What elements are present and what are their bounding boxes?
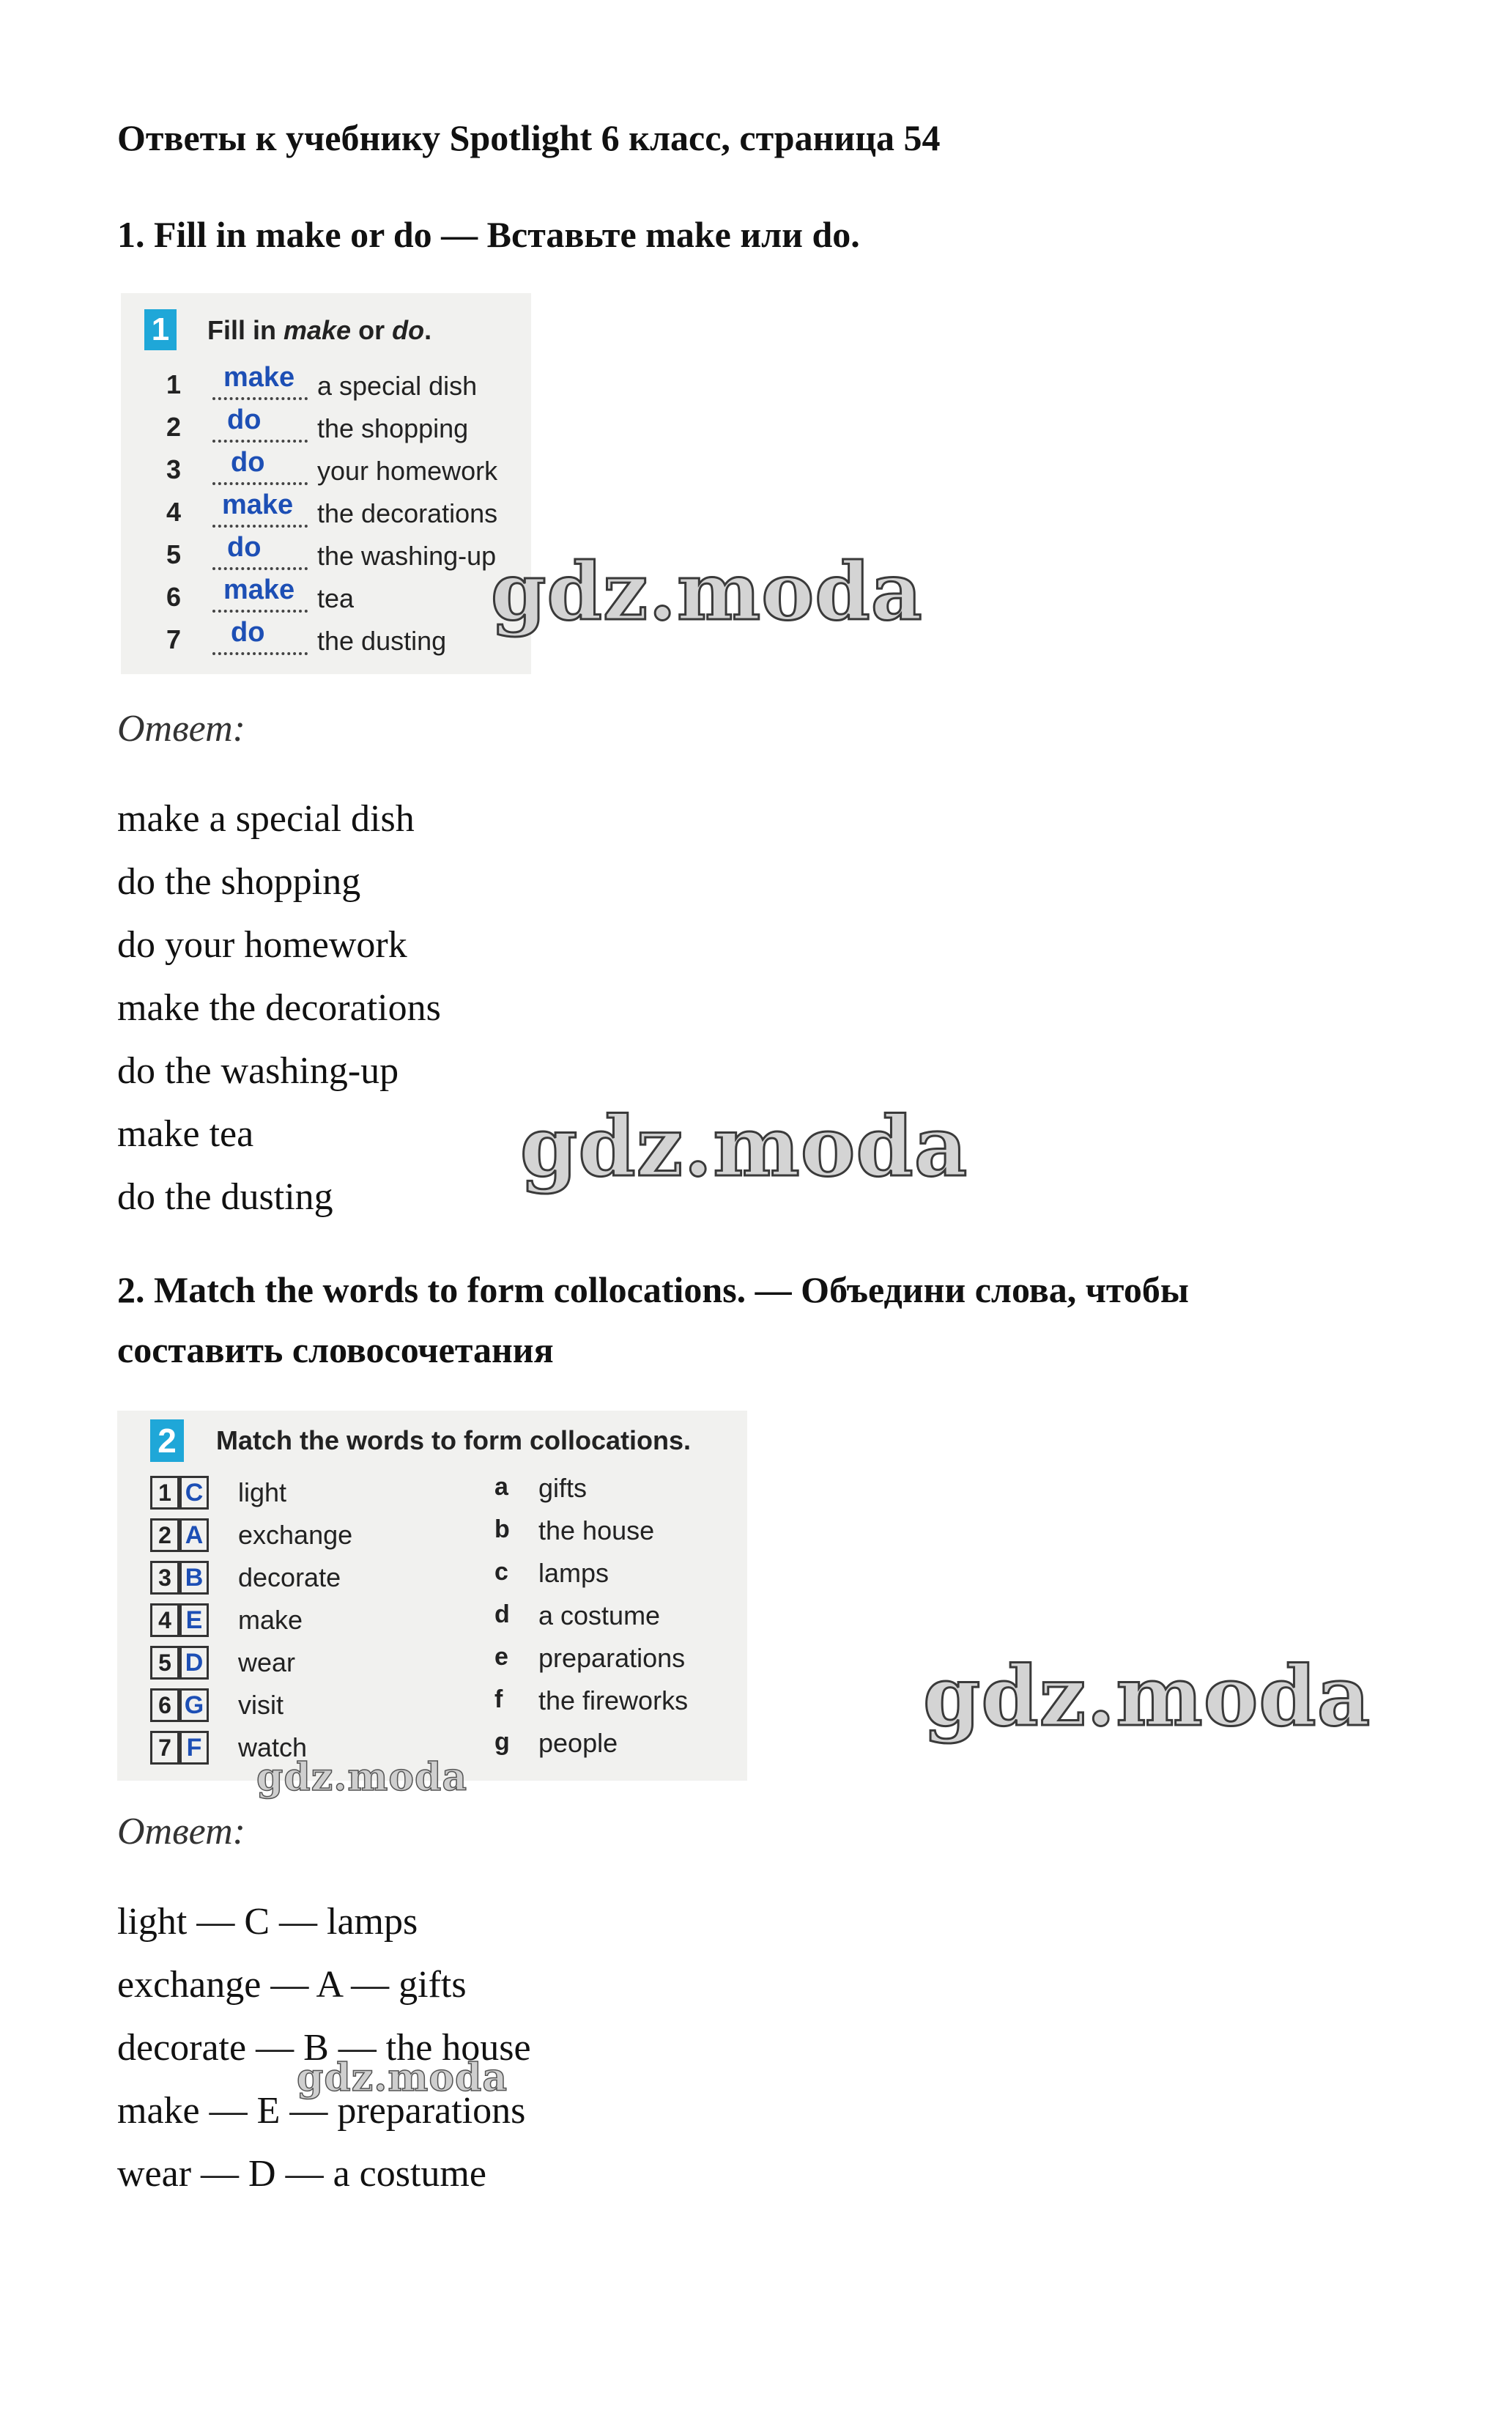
watermark: gdz.moda <box>520 1099 968 1195</box>
task2-answers <box>117 1891 531 2206</box>
page-title: Ответы к учебнику Spotlight 6 класс, страница 54 <box>117 117 941 158</box>
match-row: 6 G visit f the fireworks <box>117 1685 747 1722</box>
match-row: 5 D wear e preparations <box>117 1643 747 1680</box>
task1-heading: 1. Fill in make or do — Вставьте make или do. <box>117 214 860 255</box>
task1-scan <box>121 293 531 674</box>
answer-line: do the washing-up <box>117 1050 399 1092</box>
match-row: 3 B decorate c lamps <box>117 1558 747 1595</box>
answer-label: Ответ: <box>117 708 245 750</box>
list-item: 4 make the decorations <box>166 490 498 528</box>
match-row: 1 C light a gifts <box>117 1473 747 1510</box>
answer-line: make tea <box>117 1113 254 1155</box>
answer-line: decorate — B — the house <box>117 2027 531 2069</box>
watermark: gdz.moda <box>256 1755 468 1800</box>
exercise-title: Fill in make or do. <box>207 315 432 345</box>
task2-heading-line2: составить словосочетания <box>117 1329 554 1370</box>
list-item: 3 do your homework <box>166 447 498 486</box>
match-row: 4 E make d a costume <box>117 1600 747 1637</box>
task2-scan <box>117 1411 747 1781</box>
exercise-number: 2 <box>150 1419 184 1462</box>
list-item: 7 do the dusting <box>166 617 447 656</box>
answer-line: do the shopping <box>117 861 361 903</box>
exercise-title: Match the words to form collocations. <box>216 1425 692 1455</box>
list-item: 6 make tea <box>166 575 355 613</box>
match-row: 7 F watch g people <box>117 1728 747 1765</box>
answer-line: exchange — A — gifts <box>117 1964 467 2006</box>
task2-heading-line1: 2. Match the words to form collocations. — Объедини слова, чтобы <box>117 1269 1189 1310</box>
answer-line: light — C — lamps <box>117 1901 418 1943</box>
watermark: gdz.moda <box>297 2055 508 2100</box>
answer-line: make the decorations <box>117 987 441 1029</box>
list-item: 5 do the washing-up <box>166 532 497 571</box>
answer-line: do the dusting <box>117 1176 333 1218</box>
task1-answers <box>117 788 441 1229</box>
watermark: gdz.moda <box>491 546 923 638</box>
exercise-number: 1 <box>144 309 177 350</box>
list-item: 1 make a special dish <box>166 362 478 401</box>
match-row: 2 A exchange b the house <box>117 1515 747 1552</box>
answer-line: do your homework <box>117 924 407 966</box>
answer-label: Ответ: <box>117 1811 245 1852</box>
watermark: gdz.moda <box>923 1649 1371 1745</box>
list-item: 2 do the shopping <box>166 404 469 443</box>
answer-line: make a special dish <box>117 798 415 840</box>
answer-line: wear — D — a costume <box>117 2153 486 2195</box>
answer-line: make — E — preparations <box>117 2090 526 2132</box>
